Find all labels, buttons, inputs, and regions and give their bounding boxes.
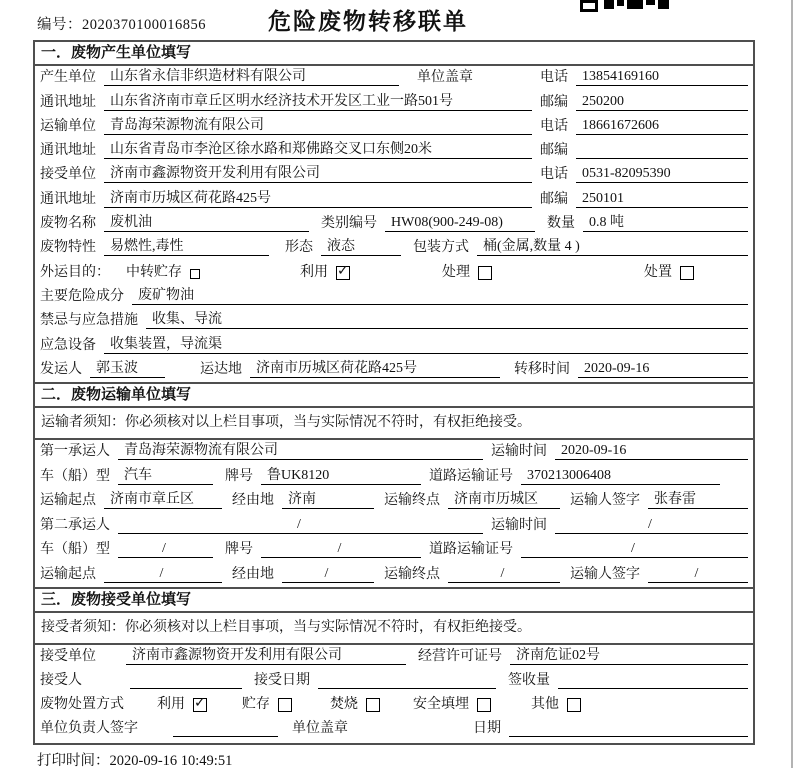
disposal-label: 废物处置方式 bbox=[40, 696, 124, 712]
first-carrier-row bbox=[35, 440, 753, 465]
checkbox-utilize bbox=[336, 266, 350, 280]
phone-value: 18661672606 bbox=[576, 118, 748, 135]
disposal-option bbox=[157, 693, 207, 713]
taboo-row bbox=[35, 309, 753, 333]
purpose-option bbox=[300, 261, 350, 281]
section1-body bbox=[35, 66, 753, 382]
unit-seal-label: 单位盖章 bbox=[292, 720, 348, 736]
vehicle-row bbox=[35, 464, 753, 489]
transport-time-label: 运输时间 bbox=[491, 444, 547, 460]
transfer-date-label: 转移时间 bbox=[514, 361, 570, 377]
responsible-sign-row bbox=[35, 717, 753, 741]
endpoint-value: 济南市历城区 bbox=[448, 488, 560, 509]
purpose-label: 外运目的： bbox=[40, 264, 110, 280]
accept-date-value bbox=[318, 674, 496, 689]
date-label: 日期 bbox=[473, 720, 501, 736]
section1-header: 一．废物产生单位填写 bbox=[35, 42, 753, 66]
quantity-value: 0.8 吨 bbox=[583, 211, 748, 232]
transporter-notice: 运输者须知：你必须核对以上栏目事项，当与实际情况不符时，有权拒绝接受。 bbox=[35, 408, 753, 440]
producer-value: 山东省永信非织造材料有限公司 bbox=[104, 65, 399, 86]
taboo-label: 禁忌与应急措施 bbox=[40, 313, 138, 329]
license-label: 经营许可证号 bbox=[418, 648, 502, 664]
waste-name-value: 废机油 bbox=[104, 211, 309, 232]
origin-label: 运输起点 bbox=[40, 566, 96, 582]
disposal-option bbox=[413, 693, 491, 713]
checkbox-other bbox=[567, 698, 581, 712]
print-time-label: 打印时间： bbox=[37, 753, 110, 769]
zip-value bbox=[576, 144, 748, 159]
acceptor-label: 接受人 bbox=[40, 672, 82, 688]
checkbox-store bbox=[278, 698, 292, 712]
receiver-address-row bbox=[35, 187, 753, 211]
serial-value: 2020370100016856 bbox=[82, 17, 206, 33]
qr-block bbox=[627, 0, 643, 9]
equipment-row bbox=[35, 333, 753, 357]
received-qty-value bbox=[558, 674, 748, 689]
phone-value: 13854169160 bbox=[576, 69, 748, 86]
transit-storage-label: 中转贮存 bbox=[126, 264, 182, 280]
checkbox-treat bbox=[478, 266, 492, 280]
transporter-value: 青岛海荣源物流有限公司 bbox=[104, 114, 532, 135]
plate-label: 牌号 bbox=[225, 542, 253, 558]
taboo-value: 收集、导流 bbox=[146, 308, 748, 329]
print-time bbox=[37, 749, 232, 770]
utilize-label: 利用 bbox=[300, 264, 328, 280]
license-value: 济南危证02号 bbox=[510, 644, 748, 665]
carrier-value: 青岛海荣源物流有限公司 bbox=[118, 439, 483, 460]
head-sign-value bbox=[173, 722, 278, 737]
packing-value: 桶(金属,数量 4 ) bbox=[477, 235, 748, 256]
destination-value: 济南市历城区荷花路425号 bbox=[250, 357, 500, 378]
traits-label: 废物特性 bbox=[40, 240, 96, 256]
received-qty-label: 签收量 bbox=[508, 672, 550, 688]
transport-time-value: / bbox=[555, 517, 748, 534]
quantity-label: 数量 bbox=[547, 216, 575, 232]
zip-label: 邮编 bbox=[540, 191, 568, 207]
disposal-option bbox=[242, 693, 292, 713]
receiver-notice: 接受者须知：你必须核对以上栏目事项，当与实际情况不符时，有权拒绝接受。 bbox=[35, 613, 753, 645]
checkbox-dispose bbox=[680, 266, 694, 280]
waste-traits-row bbox=[35, 236, 753, 260]
checkbox-transit-storage bbox=[190, 269, 200, 279]
via-label: 经由地 bbox=[232, 493, 274, 509]
seal-label: 单位盖章 bbox=[417, 70, 473, 86]
endpoint-label: 运输终点 bbox=[384, 566, 440, 582]
phone-label: 电话 bbox=[540, 118, 568, 134]
checkbox-utilize bbox=[193, 698, 207, 712]
carrier-sign-label: 运输人签字 bbox=[570, 566, 640, 582]
qr-block bbox=[646, 0, 655, 5]
head-sign-label: 单位负责人签字 bbox=[40, 720, 138, 736]
transport-time-label: 运输时间 bbox=[491, 517, 547, 533]
transfer-date-value: 2020-09-16 bbox=[578, 361, 748, 378]
qr-block bbox=[604, 0, 614, 9]
zip-label: 邮编 bbox=[540, 143, 568, 159]
form-label: 形态 bbox=[285, 240, 313, 256]
carrier-label: 第二承运人 bbox=[40, 517, 110, 533]
disposal-option bbox=[531, 693, 581, 713]
via-value: / bbox=[282, 566, 374, 583]
category-label: 类别编号 bbox=[321, 216, 377, 232]
phone-label: 电话 bbox=[540, 167, 568, 183]
destination-label: 运达地 bbox=[200, 361, 242, 377]
page-title: 危险废物转移联单 bbox=[268, 8, 468, 34]
hazard-label: 主要危险成分 bbox=[40, 288, 124, 304]
transporter-address-row bbox=[35, 139, 753, 163]
endpoint-value: / bbox=[448, 566, 560, 583]
manifest-form bbox=[33, 40, 755, 745]
disposal-option bbox=[330, 693, 380, 713]
safe-landfill-label: 安全填埋 bbox=[413, 696, 469, 712]
purpose-option bbox=[126, 261, 200, 281]
receiver-value: 济南市鑫源物资开发利用有限公司 bbox=[104, 162, 532, 183]
shipper-value: 郭玉波 bbox=[90, 357, 165, 378]
road-permit-label: 道路运输证号 bbox=[429, 542, 513, 558]
page-edge-line bbox=[791, 0, 793, 768]
plate-value: 鲁UK8120 bbox=[261, 464, 421, 485]
carrier-label: 第一承运人 bbox=[40, 444, 110, 460]
shipper-row bbox=[35, 358, 753, 382]
road-permit-value: 370213006408 bbox=[521, 468, 720, 485]
origin-value: / bbox=[104, 566, 222, 583]
hazard-row bbox=[35, 285, 753, 309]
vehicle-type-value: 汽车 bbox=[118, 464, 213, 485]
disposal-row bbox=[35, 693, 753, 717]
qr-code-fragment bbox=[580, 0, 672, 9]
second-carrier-row bbox=[35, 513, 753, 538]
road-permit-label: 道路运输证号 bbox=[429, 468, 513, 484]
vehicle-type-label: 车（船）型 bbox=[40, 542, 110, 558]
producer-row bbox=[35, 66, 753, 90]
carrier-sign-value: 张春雷 bbox=[648, 488, 748, 509]
serial-label: 编号： bbox=[37, 17, 82, 33]
plate-label: 牌号 bbox=[225, 468, 253, 484]
incinerate-label: 焚烧 bbox=[330, 696, 358, 712]
purpose-option bbox=[644, 261, 694, 281]
producer-address-row bbox=[35, 90, 753, 114]
accept-unit-value: 济南市鑫源物资开发利用有限公司 bbox=[126, 644, 406, 665]
address-label: 通讯地址 bbox=[40, 191, 96, 207]
origin-value: 济南市章丘区 bbox=[104, 488, 222, 509]
receiver-row bbox=[35, 163, 753, 187]
equipment-value: 收集装置，导流渠 bbox=[104, 333, 748, 354]
waste-name-label: 废物名称 bbox=[40, 216, 96, 232]
acceptor-row bbox=[35, 669, 753, 693]
zip-value: 250101 bbox=[576, 191, 748, 208]
zip-value: 250200 bbox=[576, 94, 748, 111]
waste-name-row bbox=[35, 212, 753, 236]
phone-label: 电话 bbox=[540, 70, 568, 86]
category-value: HW08(900-249-08) bbox=[385, 215, 535, 232]
address-value: 山东省青岛市李沧区徐水路和郑佛路交叉口东侧20米 bbox=[104, 138, 532, 159]
transporter-label: 运输单位 bbox=[40, 118, 96, 134]
utilize-label: 利用 bbox=[157, 696, 185, 712]
qr-block bbox=[580, 0, 598, 12]
route-row bbox=[35, 489, 753, 514]
phone-value: 0531-82095390 bbox=[576, 166, 748, 183]
via-label: 经由地 bbox=[232, 566, 274, 582]
purpose-row bbox=[35, 260, 753, 284]
section2-body bbox=[35, 440, 753, 587]
endpoint-label: 运输终点 bbox=[384, 493, 440, 509]
carrier-sign-value: / bbox=[648, 566, 748, 583]
accept-date-label: 接受日期 bbox=[254, 672, 310, 688]
store-label: 贮存 bbox=[242, 696, 270, 712]
accept-unit-row bbox=[35, 645, 753, 669]
form-value: 液态 bbox=[321, 235, 401, 256]
address-value: 济南市历城区荷花路425号 bbox=[104, 187, 532, 208]
address-label: 通讯地址 bbox=[40, 94, 96, 110]
producer-label: 产生单位 bbox=[40, 70, 96, 86]
hazard-value: 废矿物油 bbox=[132, 284, 748, 305]
zip-label: 邮编 bbox=[540, 94, 568, 110]
address-label: 通讯地址 bbox=[40, 143, 96, 159]
purpose-option bbox=[442, 261, 492, 281]
carrier-value: / bbox=[118, 517, 483, 534]
checkbox-safe-landfill bbox=[477, 698, 491, 712]
acceptor-value bbox=[130, 674, 242, 689]
transporter-row bbox=[35, 115, 753, 139]
origin-label: 运输起点 bbox=[40, 493, 96, 509]
dispose-label: 处置 bbox=[644, 264, 672, 280]
via-value: 济南 bbox=[282, 488, 374, 509]
qr-block bbox=[658, 0, 669, 9]
vehicle-type-value: / bbox=[118, 541, 213, 558]
shipper-label: 发运人 bbox=[40, 361, 82, 377]
transport-time-value: 2020-09-16 bbox=[555, 443, 748, 460]
equipment-label: 应急设备 bbox=[40, 337, 96, 353]
receiver-label: 接受单位 bbox=[40, 167, 96, 183]
vehicle-type-label: 车（船）型 bbox=[40, 468, 110, 484]
accept-unit-label: 接受单位 bbox=[40, 648, 96, 664]
checkbox-incinerate bbox=[366, 698, 380, 712]
address-value: 山东省济南市章丘区明水经济技术开发区工业一路501号 bbox=[104, 90, 532, 111]
treat-label: 处理 bbox=[442, 264, 470, 280]
print-time-value: 2020-09-16 10:49:51 bbox=[109, 753, 233, 769]
road-permit-value: / bbox=[521, 541, 748, 558]
plate-value: / bbox=[261, 541, 421, 558]
qr-block bbox=[617, 0, 624, 6]
section2-header: 二．废物运输单位填写 bbox=[35, 382, 753, 408]
date-value bbox=[509, 722, 748, 737]
section3-header: 三．废物接受单位填写 bbox=[35, 587, 753, 613]
route-row-2 bbox=[35, 562, 753, 587]
carrier-sign-label: 运输人签字 bbox=[570, 493, 640, 509]
other-label: 其他 bbox=[531, 696, 559, 712]
vehicle-row-2 bbox=[35, 538, 753, 563]
section3-body bbox=[35, 645, 753, 741]
packing-label: 包装方式 bbox=[413, 240, 469, 256]
traits-value: 易燃性,毒性 bbox=[104, 235, 269, 256]
